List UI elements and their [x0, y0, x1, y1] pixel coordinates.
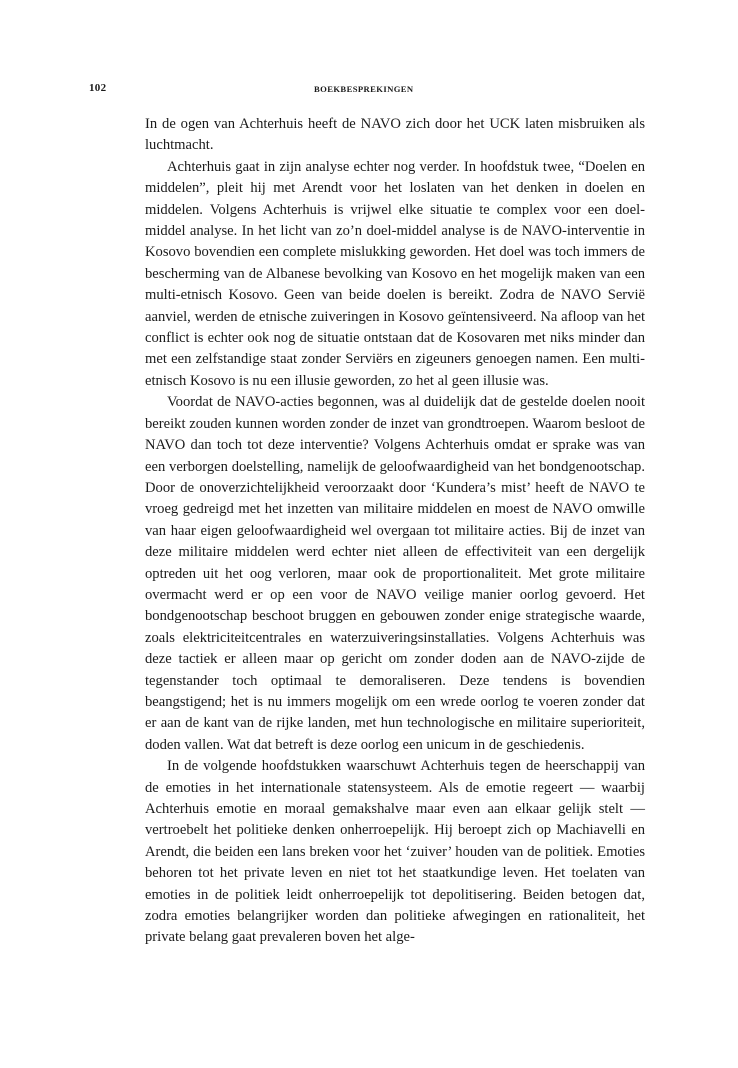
body-text	[145, 114, 645, 949]
paragraph: Voordat de NAVO-acties begonnen, was al duidelijk dat de gestelde doelen nooit bereikt zouden kunnen worden zonder de inzet van grondtroepen. Waarom besloot de NAVO dan toch tot deze interventie? Volgens Achterhuis omdat er sprake was van een verborgen doelstelling, namelijk de geloofwaardigheid van het bondgenootschap. Door de onoverzichtelijkheid veroorzaakt door ‘Kundera’s mist’ heeft de NAVO te vroeg gedreigd met het inzetten van militaire middelen en moest de NAVO omwille van haar eigen geloofwaardigheid wel overgaan tot militaire acties. Bij de inzet van deze militaire middelen werd echter niet alleen de effectiviteit van een dergelijk optreden uit het oog verloren, maar ook de proportionaliteit. Met grote militaire overmacht werd er op een voor de NAVO veilige manier oorlog gevoerd. Het bondgenootschap beschoot bruggen en gebouwen zonder enige strategische waarde, zoals elektriciteitcentrales en waterzuiveringsinstallaties. Volgens Achterhuis was deze tactiek er alleen maar op gericht om zonder doden aan de NAVO-zijde de tegenstander toch optimaal te demoraliseren. Deze tendens is bovendien beangstigend; het is nu immers mogelijk om een wrede oorlog te voeren zonder dat er aan de kant van de rijke landen, met hun technologische en militaire superioriteit, doden vallen. Wat dat betreft is deze oorlog een unicum in de geschiedenis.	[145, 394, 645, 753]
page-number: 102	[89, 82, 107, 94]
paragraph: In de volgende hoofdstukken waarschuwt Achterhuis tegen de heerschappij van de emoties in het internationale statensysteem. Als de emotie regeert — waarbij Achterhuis emotie en moraal gemakshalve maar even aan elkaar gelijk stelt — vertroebelt het politieke denken onherroepelijk. Hij beroept zich op Machiavelli en Arendt, die beiden een lans breken voor het ‘zuiver’ houden van de politiek. Emoties behoren tot het private leven en niet tot het staatkundige leven. Het toelaten van emoties in de politiek leidt onherroepelijk tot depolitisering. Beiden betogen dat, zodra emoties belangrijker worden dan politieke afwegingen en rationaliteit, het private belang gaat prevaleren boven het alge-	[145, 758, 645, 946]
paragraph: Achterhuis gaat in zijn analyse echter nog verder. In hoofdstuk twee, “Doelen en middelen”, pleit hij met Arendt voor het loslaten van het denken in doelen en middelen. Volgens Achterhuis is vrijwel elke situatie te complex voor een doel-middel analyse. In het licht van zo’n doel-middel analyse is de NAVO-interventie in Kosovo bovendien een complete mislukking geworden. Het doel was toch immers de bescherming van de Albanese bevolking van Kosovo en het mogelijk maken van een multi-etnisch Kosovo. Geen van beide doelen is bereikt. Zodra de NAVO Servië aanviel, werden de etnische zuiveringen in Kosovo geïntensiveerd. Na afloop van het conflict is echter ook nog de situatie ontstaan dat de Kosovaren met niks minder dan met een zelfstandige staat zonder Serviërs en zigeuners genoegen namen. Een multi-etnisch Kosovo is nu een illusie geworden, zo het al geen illusie was.	[145, 158, 645, 389]
paragraph: In de ogen van Achterhuis heeft de NAVO zich door het UCK laten misbruiken als luchtmacht.	[145, 116, 645, 154]
running-head: BOEKBESPREKINGEN	[314, 84, 414, 94]
